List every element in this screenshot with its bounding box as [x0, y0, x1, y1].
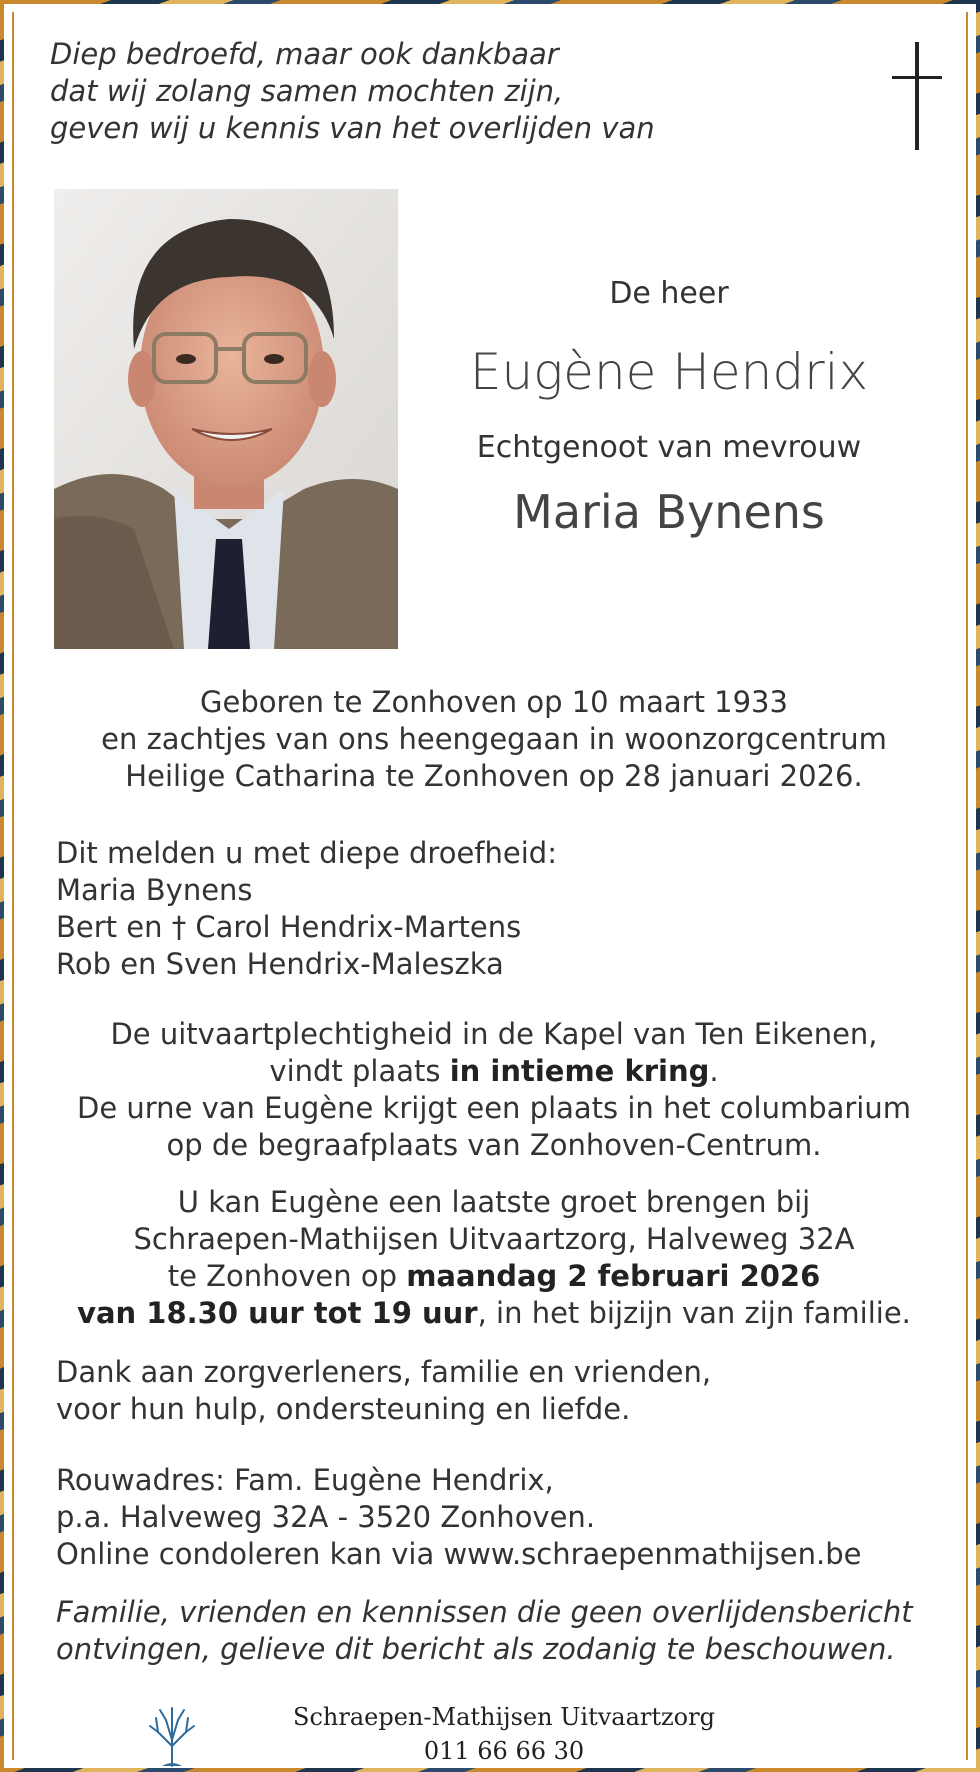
- ceremony-line: vindt plaats in intieme kring.: [269, 1054, 719, 1088]
- thanks-line: Dank aan zorgverleners, familie en vrienden,: [56, 1355, 712, 1389]
- intro-line: Diep bedroefd, maar ook dankbaar: [50, 37, 559, 71]
- ceremony-line: op de begraafplaats van Zonhoven-Centrum.: [166, 1128, 822, 1162]
- visitation-line: te Zonhoven op maandag 2 februari 2026: [167, 1259, 821, 1293]
- visitation-text: [54, 1184, 934, 1332]
- deceased-name-block: [434, 274, 904, 542]
- birth-death-text: [54, 684, 934, 795]
- intro-line: dat wij zolang samen mochten zijn,: [50, 74, 564, 108]
- intro-line: geven wij u kennis van het overlijden van: [50, 111, 655, 145]
- thanks-line: voor hun hulp, ondersteuning en liefde.: [56, 1392, 631, 1426]
- notice-line: Familie, vrienden en kennissen die geen overlijdensbericht: [56, 1595, 913, 1629]
- ceremony-text: [54, 1016, 934, 1164]
- family-intro: Dit melden u met diepe droefheid:: [56, 836, 557, 870]
- cross-icon: [892, 42, 942, 152]
- address-line: p.a. Halveweg 32A - 3520 Zonhoven.: [56, 1500, 596, 1534]
- thanks-text: [56, 1354, 936, 1428]
- notice-line: ontvingen, gelieve dit bericht als zodanig te beschouwen.: [56, 1632, 896, 1666]
- visitation-time: van 18.30 uur tot 19 uur: [77, 1296, 478, 1330]
- birth-death-line: Heilige Catharina te Zonhoven op 28 januari 2026.: [125, 759, 863, 793]
- condolence-link-line: Online condoleren kan via www.schraepenmathijsen.be: [56, 1537, 862, 1571]
- notice-text: [56, 1594, 936, 1668]
- family-member: Maria Bynens: [56, 873, 253, 907]
- portrait-photo: [54, 189, 398, 649]
- salutation: De heer: [609, 276, 729, 311]
- family-list: [56, 835, 936, 983]
- spouse-label: Echtgenoot van mevrouw: [476, 430, 862, 465]
- address-text: [56, 1462, 936, 1573]
- visitation-line: van 18.30 uur tot 19 uur, in het bijzijn van zijn familie.: [77, 1296, 911, 1330]
- deceased-name: Eugène Hendrix: [469, 343, 869, 401]
- spouse-name: Maria Bynens: [513, 485, 825, 539]
- address-line: Rouwadres: Fam. Eugène Hendrix,: [56, 1463, 554, 1497]
- intro-text: [50, 36, 655, 147]
- firm-name: Schraepen-Mathijsen Uitvaartzorg: [293, 1703, 715, 1731]
- ceremony-emphasis: in intieme kring: [449, 1054, 710, 1088]
- family-member: Bert en † Carol Hendrix-Martens: [56, 910, 522, 944]
- birth-death-line: en zachtjes van ons heengegaan in woonzorgcentrum: [101, 722, 887, 756]
- birth-death-line: Geboren te Zonhoven op 10 maart 1933: [200, 685, 788, 719]
- visitation-line: Schraepen-Mathijsen Uitvaartzorg, Halveweg 32A: [133, 1222, 855, 1256]
- ceremony-line: De uitvaartplechtigheid in de Kapel van Ten Eikenen,: [110, 1017, 878, 1051]
- funeral-home: [254, 1700, 754, 1768]
- visitation-date: maandag 2 februari 2026: [406, 1259, 821, 1293]
- ceremony-line: De urne van Eugène krijgt een plaats in het columbarium: [77, 1091, 911, 1125]
- family-member: Rob en Sven Hendrix-Maleszka: [56, 947, 504, 981]
- tree-icon: [144, 1702, 200, 1768]
- visitation-line: U kan Eugène een laatste groet brengen bij: [177, 1185, 811, 1219]
- footer: [144, 1694, 904, 1770]
- firm-phone: 011 66 66 30: [423, 1737, 585, 1765]
